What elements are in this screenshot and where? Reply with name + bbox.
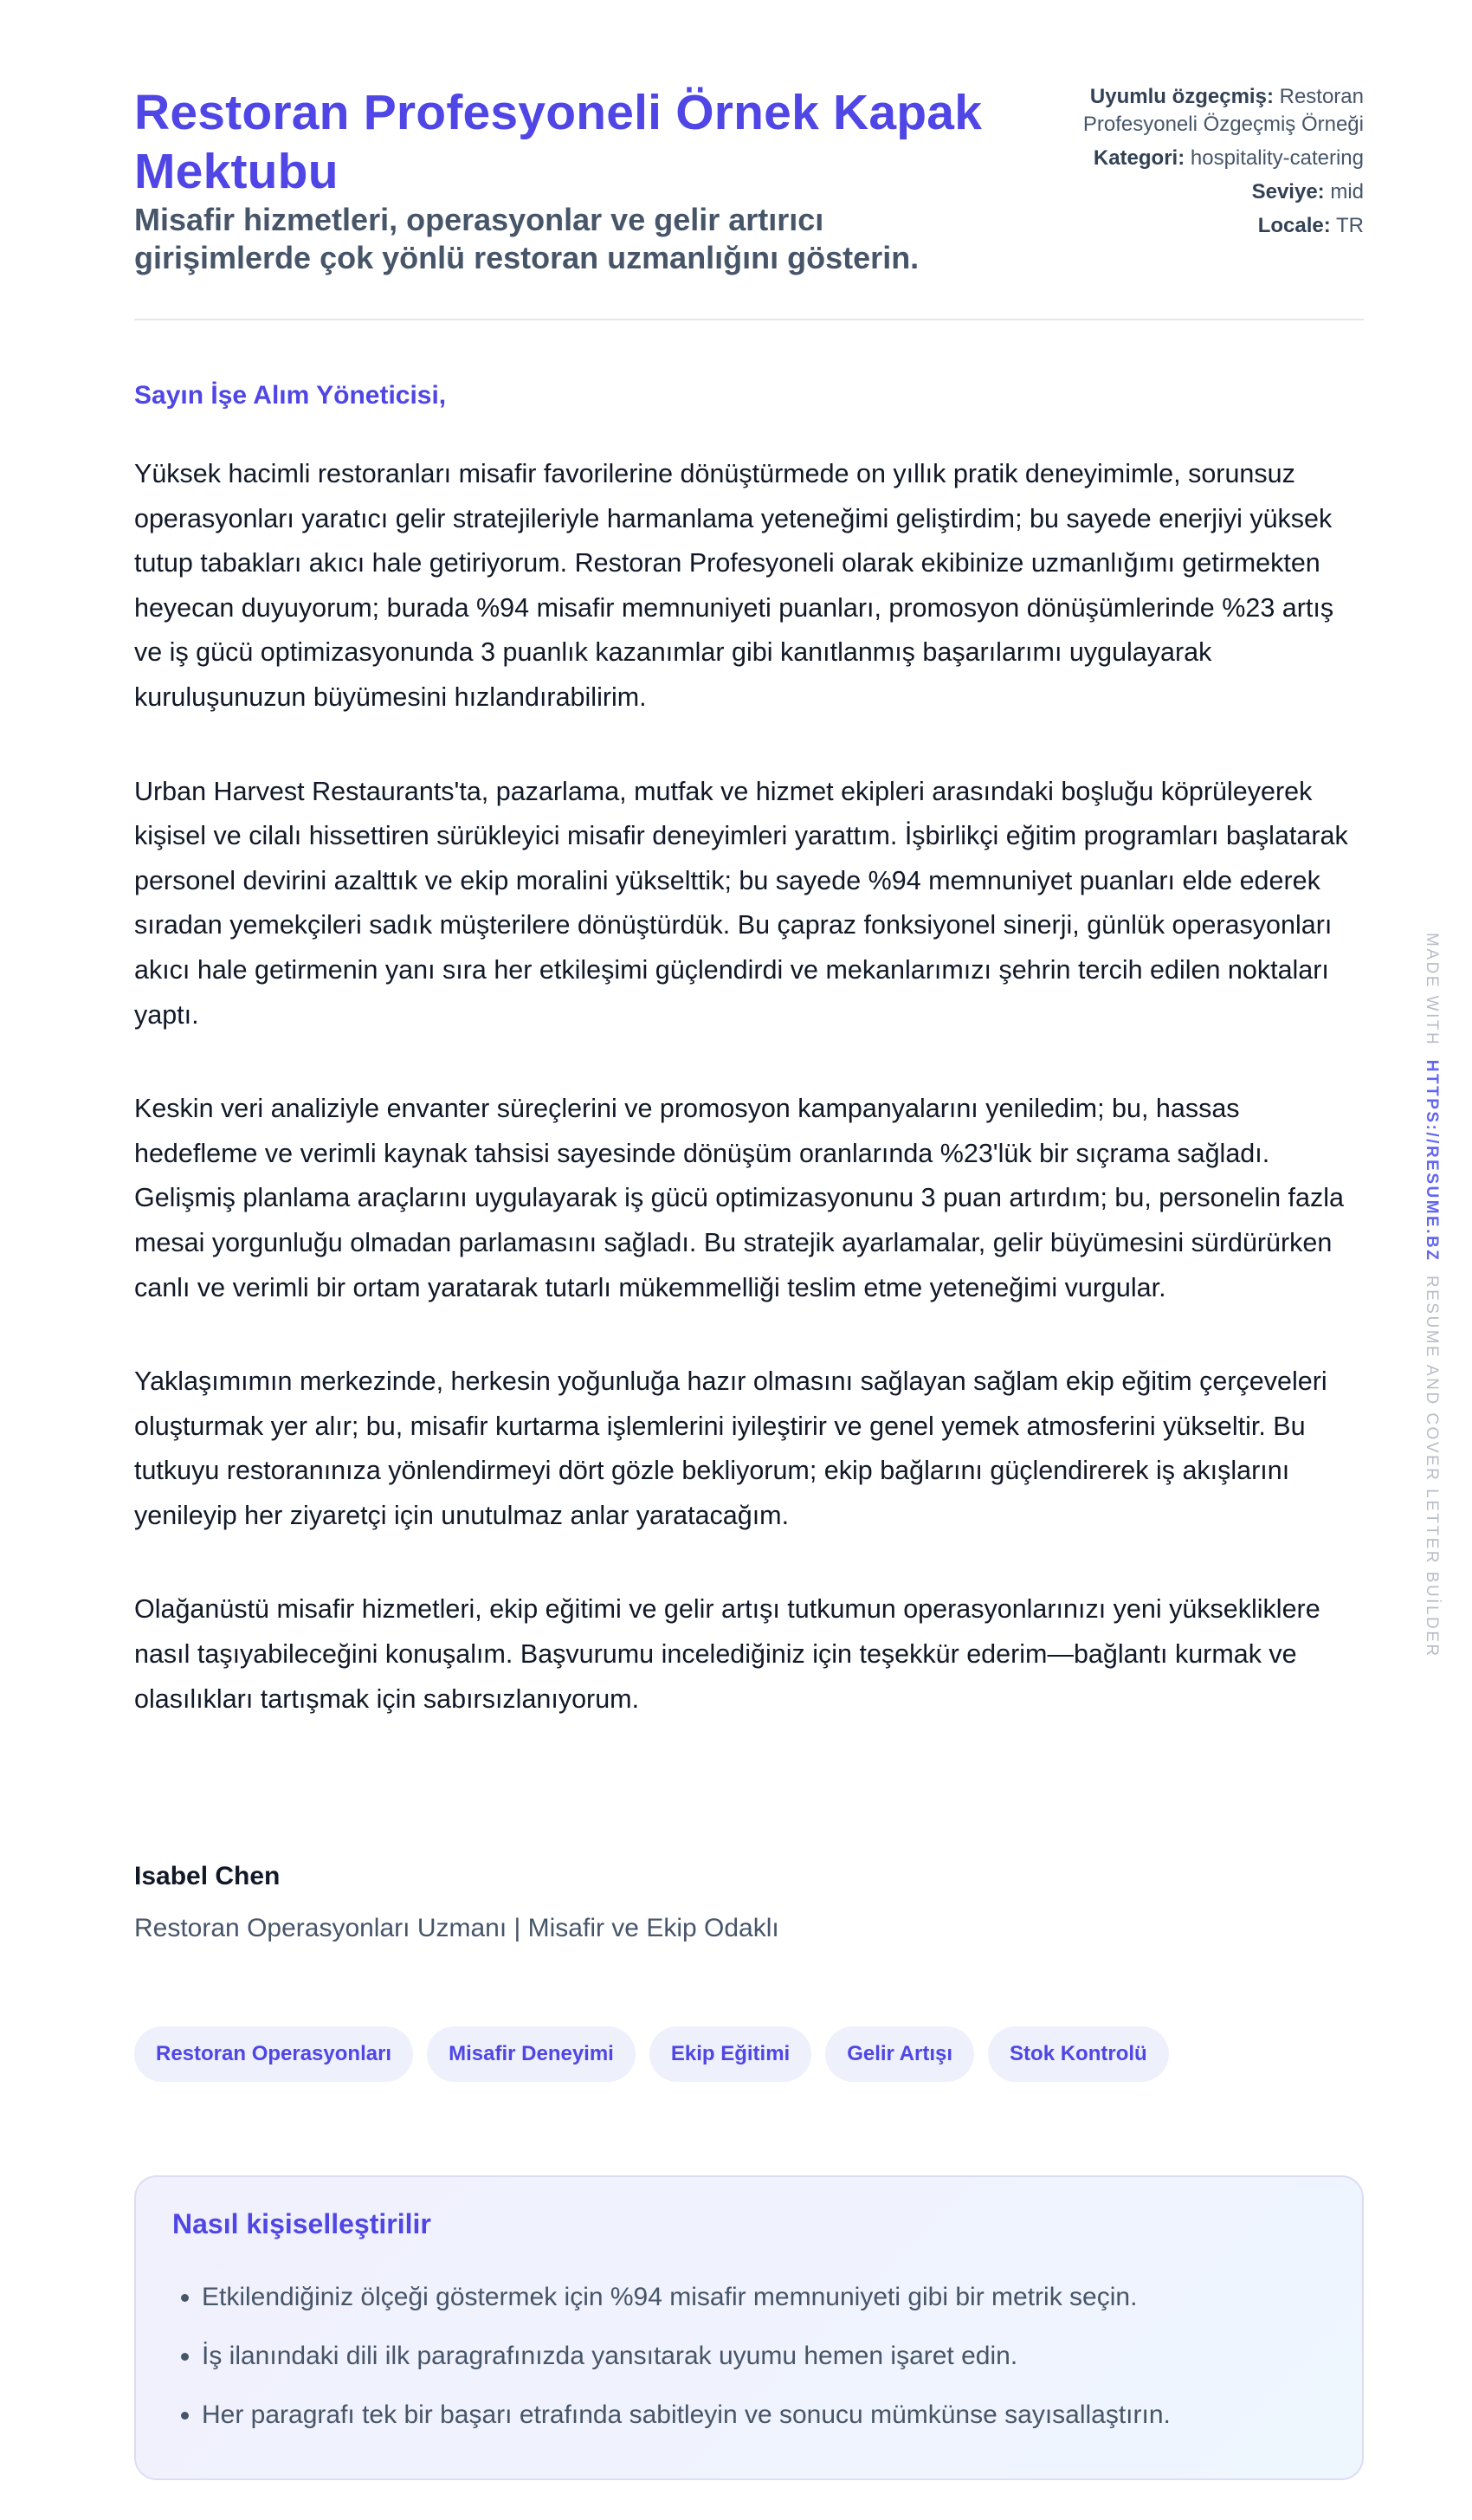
meta-resume: Uyumlu özgeçmiş: Restoran Profesyoneli Özgeçmiş Örneği (1082, 85, 1364, 136)
paragraph: Olağanüstü misafir hizmetleri, ekip eğitimi ve gelir artışı tutkumun operasyonlarınızı yeni yüksekliklere nasıl taşıyabileceğini konuşalım. Başvurumu incelediğiniz için teşekkür ederim—bağlantı kurmak ve olasılıkları tartışmak için sabırsızlanıyorum. (134, 1594, 1320, 1714)
tip-item: • Her paragrafı tek bir başarı etrafında sabitleyin ve sonucu mümkünse sayısallaştırın. (202, 2386, 1326, 2445)
signature-title: Restoran Operasyonları Uzmanı | Misafir ve Ekip Odaklı (134, 1914, 779, 1942)
meta-locale: Locale: TR (1257, 214, 1364, 237)
tag: Ekip Eğitimi (649, 2026, 811, 2082)
tag: Stok Kontrolü (988, 2026, 1169, 2082)
tip-item: • İş ilanındaki dili ilk paragrafınızda yansıtarak uyumu hemen işaret edin. (202, 2327, 1326, 2386)
paragraph: Yüksek hacimli restoranları misafir favorilerine dönüştürmede on yıllık pratik deneyimimle, sorunsuz operasyonları yaratıcı gelir stratejileriyle harmanlama yeteneğimi geliştirdim; bu sayede enerjiyi yüksek tutup tabakları akıcı hale getiriyorum. Restoran Profesyoneli olarak ekibinize uzmanlığımı getirmekten heyecan duyuyorum; burada %94 misafir memnuniyeti puanları, promosyon dönüşümlerinde %23 artış ve iş gücü optimizasyonunda 3 puanlık kazanımlar gibi kanıtlanmış başarılarımı uygulayarak kuruluşunuzun büyümesini hızlandırabilirim. (134, 459, 1334, 712)
signature-name: Isabel Chen (134, 1862, 281, 1890)
paragraph: Urban Harvest Restaurants'ta, pazarlama, mutfak ve hizmet ekipleri arasındaki boşluğu köprüleyerek kişisel ve cilalı hissettiren sürükleyici misafir deneyimleri yarattım. İşbirlikçi eğitim programları başlatarak personel devirini azalttık ve ekip moralini yükselttik; bu sayede %94 memnuniyet puanları elde ederek sıradan yemekçileri sadık müşterilere dönüştürdük. Bu çapraz fonksiyonel sinerji, günlük operasyonları akıcı hale getirmenin yanı sıra her etkileşimi güçlendirdi ve mekanlarımızı şehrin tercih edilen noktaları yaptı. (134, 776, 1348, 1030)
meta-level: Seviye: mid (1251, 180, 1364, 204)
tag: Misafir Deneyimi (427, 2026, 636, 2082)
tip-item: • Etkilendiğiniz ölçeği göstermek için %94 misafir memnuniyeti gibi bir metrik seçin. (202, 2268, 1326, 2327)
page-subtitle: Misafir hizmetleri, operasyonlar ve gelir artırıcı girişimlerde çok yönlü restoran uzmanlığını gösterin. (134, 202, 920, 275)
resume-link[interactable]: HTTPS://RESUME.BZ (1423, 1059, 1441, 1263)
tips-box (134, 2175, 1364, 2480)
paragraph: Keskin veri analiziyle envanter süreçlerini ve promosyon kampanyalarını yeniledim; bu, hassas hedefleme ve verimli kaynak tahsisi sayesinde dönüşüm oranlarında %23'lük bir sıçrama sağladı. Gelişmiş planlama araçlarını uygulayarak iş gücü optimizasyonunu 3 puan artırdım; bu, personelin fazla mesai yorgunluğu olmadan parlamasını sağladı. Bu stratejik ayarlamalar, gelir büyümesini sürdürürken canlı ve verimli bir ortam yaratarak tutarlı mükemmelliği teslim etme yeteneğimi vurgular. (134, 1094, 1344, 1302)
paragraph: Yaklaşımımın merkezinde, herkesin yoğunluğa hazır olmasını sağlayan sağlam ekip eğitim çerçeveleri oluşturmak yer alır; bu, misafir kurtarma işlemlerini iyileştirir ve genel yemek atmosferini yükseltir. Bu tutkuyu restoranınıza yönlendirmeyi dört gözle bekliyorum; ekip bağlarını güçlendirerek iş akışlarını yenileyip her ziyaretçi için unutulmaz anlar yaratacağım. (134, 1367, 1327, 1530)
meta-info (1000, 83, 1364, 246)
meta-category: Kategori: hospitality-catering (1093, 146, 1364, 170)
tag: Gelir Artışı (825, 2026, 974, 2082)
skill-tags (134, 2026, 1169, 2082)
tips-list (172, 2268, 1326, 2445)
header (134, 0, 1364, 320)
greeting: Sayın İşe Alım Yöneticisi, (134, 381, 447, 410)
cover-letter-page (134, 0, 1364, 2429)
tag: Restoran Operasyonları (134, 2026, 413, 2082)
tips-title: Nasıl kişiselleştirilir (172, 2208, 431, 2239)
watermark: MADE WITH HTTPS://RESUME.BZ RESUME AND COVER LETTER BUİLDER (1423, 933, 1441, 1658)
letter-body (134, 452, 1364, 1771)
page-title: Restoran Profesyoneli Örnek Kapak Mektubu (134, 85, 983, 199)
